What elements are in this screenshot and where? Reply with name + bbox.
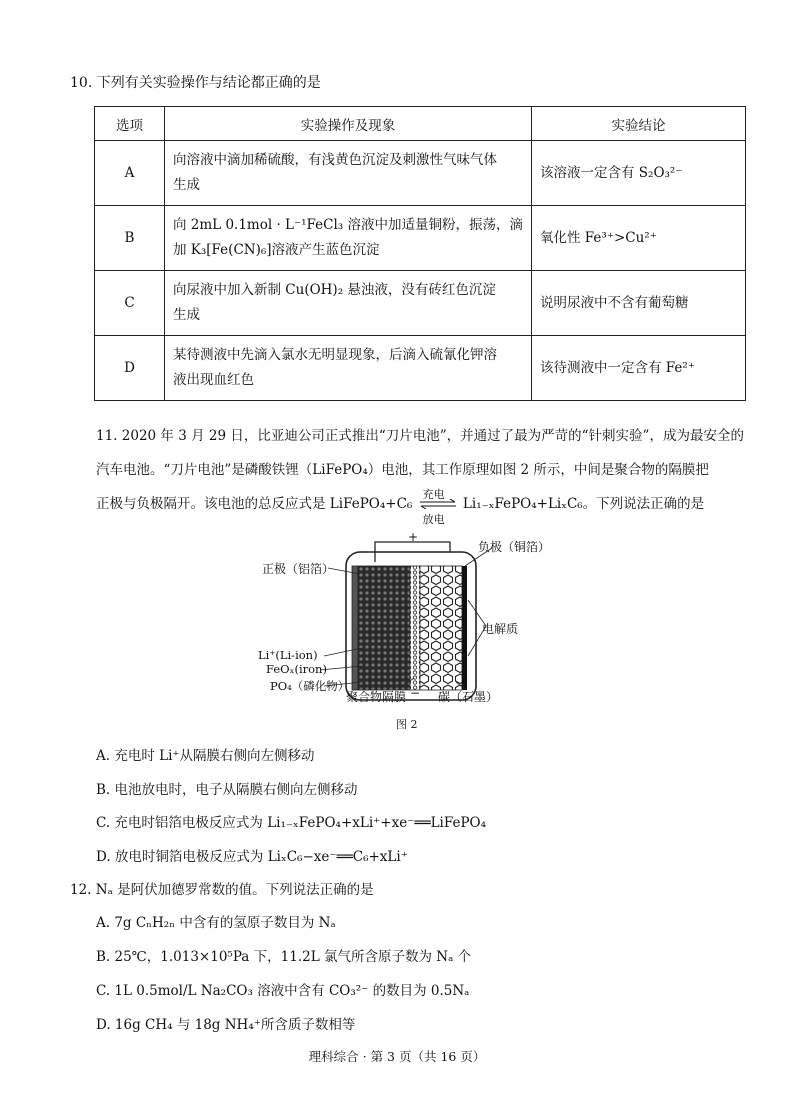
page-footer: 理科综合 · 第 3 页（共 16 页）: [308, 1049, 486, 1064]
question-11-option-a: A. 充电时 Li⁺从隔膜右侧向左侧移动: [96, 748, 315, 764]
membrane-label: 聚合物隔膜: [346, 690, 407, 704]
figure-caption: 图 2: [396, 718, 418, 731]
row-option: C: [95, 271, 165, 336]
reaction-right: Li₁₋ₓFePO₄+LiₓC₆。下列说法正确的是: [462, 496, 705, 512]
row-option: B: [95, 206, 165, 271]
row-operation: 某待测液中先滴入氯水无明显现象，后滴入硫氰化钾溶 液出现血红色: [165, 336, 532, 401]
question-11-option-c: C. 充电时铝箔电极反应式为 Li₁₋ₓFePO₄+xLi⁺+xe⁻══LiFePO₄: [96, 815, 487, 831]
question-11-line3: [96, 487, 705, 526]
header-option: 选项: [95, 107, 165, 141]
minus-label: −: [410, 686, 421, 700]
table-row: [95, 141, 746, 206]
table-row: [95, 271, 746, 336]
row-conclusion: 该溶液一定含有 S₂O₃²⁻: [532, 141, 746, 206]
row-operation: 向 2mL 0.1mol · L⁻¹FeCl₃ 溶液中加适量铜粉，振荡，滴 加 K₃[Fe(CN)₆]溶液产生蓝色沉淀: [165, 206, 532, 271]
li-ion-label: Li⁺(Li-ion): [258, 648, 318, 662]
table-header-row: [95, 107, 746, 141]
row-conclusion: 氧化性 Fe³⁺>Cu²⁺: [532, 206, 746, 271]
positive-electrode-label: 正极（铝箔）: [262, 562, 335, 576]
question-12-title: 12. Nₐ 是阿伏加德罗常数的值。下列说法正确的是: [70, 882, 374, 898]
question-12-option-d: D. 16g CH₄ 与 18g NH₄⁺所含质子数相等: [96, 1017, 356, 1033]
arrow-discharge-label: 放电: [422, 512, 445, 526]
question-12-option-c: C. 1L 0.5mol/L Na₂CO₃ 溶液中含有 CO₃²⁻ 的数目为 0.5Nₐ: [96, 983, 470, 999]
phosphate-label: PO₄（磷化物）: [270, 679, 350, 693]
question-12-option-b: B. 25℃，1.013×10⁵Pa 下，11.2L 氯气所含原子数为 Nₐ 个: [96, 949, 472, 965]
question-10-title: 10. 下列有关实验操作与结论都正确的是: [70, 75, 321, 91]
arrow-charge-label: 充电: [422, 487, 445, 501]
negative-electrode-label: 负极（铜箔）: [478, 540, 551, 554]
battery-figure: [250, 530, 550, 730]
iron-oxide-label: FeOₓ(iron): [266, 662, 327, 676]
row-operation: 向溶液中滴加稀硫酸，有浅黄色沉淀及刺激性气味气体 生成: [165, 141, 532, 206]
graphite-label: 碳（石墨）: [438, 690, 499, 704]
question-11-option-d: D. 放电时铜箔电极反应式为 LiₓC₆−xe⁻══C₆+xLi⁺: [96, 849, 408, 865]
row-operation: 向尿液中加入新制 Cu(OH)₂ 悬浊液，没有砖红色沉淀 生成: [165, 271, 532, 336]
question-11-option-b: B. 电池放电时，电子从隔膜右侧向左侧移动: [96, 782, 358, 798]
experiment-table: [94, 106, 746, 401]
row-option: D: [95, 336, 165, 401]
reversible-arrow-icon: [419, 487, 457, 526]
header-operation: 实验操作及现象: [165, 107, 532, 141]
row-conclusion: 该待测液中一定含有 Fe²⁺: [532, 336, 746, 401]
row-conclusion: 说明尿液中不含有葡萄糖: [532, 271, 746, 336]
table-row: [95, 336, 746, 401]
electrolyte-label: 电解质: [482, 622, 519, 636]
question-11-line2: 汽车电池。“刀片电池”是磷酸铁锂（LiFePO₄）电池，其工作原理如图 2 所示，中间是聚合物的隔膜把: [96, 462, 709, 478]
table-row: [95, 206, 746, 271]
reaction-left: 正极与负极隔开。该电池的总反应式是 LiFePO₄+C₆: [96, 496, 413, 512]
header-conclusion: 实验结论: [532, 107, 746, 141]
plus-terminal-label: +: [408, 530, 419, 544]
question-12-option-a: A. 7g CₙH₂ₙ 中含有的氢原子数目为 Nₐ: [96, 915, 336, 931]
question-11-line1: 11. 2020 年 3 月 29 日，比亚迪公司正式推出“刀片电池”，并通过了最为严苛的“针刺实验”，成为最安全的: [96, 428, 744, 444]
row-option: A: [95, 141, 165, 206]
